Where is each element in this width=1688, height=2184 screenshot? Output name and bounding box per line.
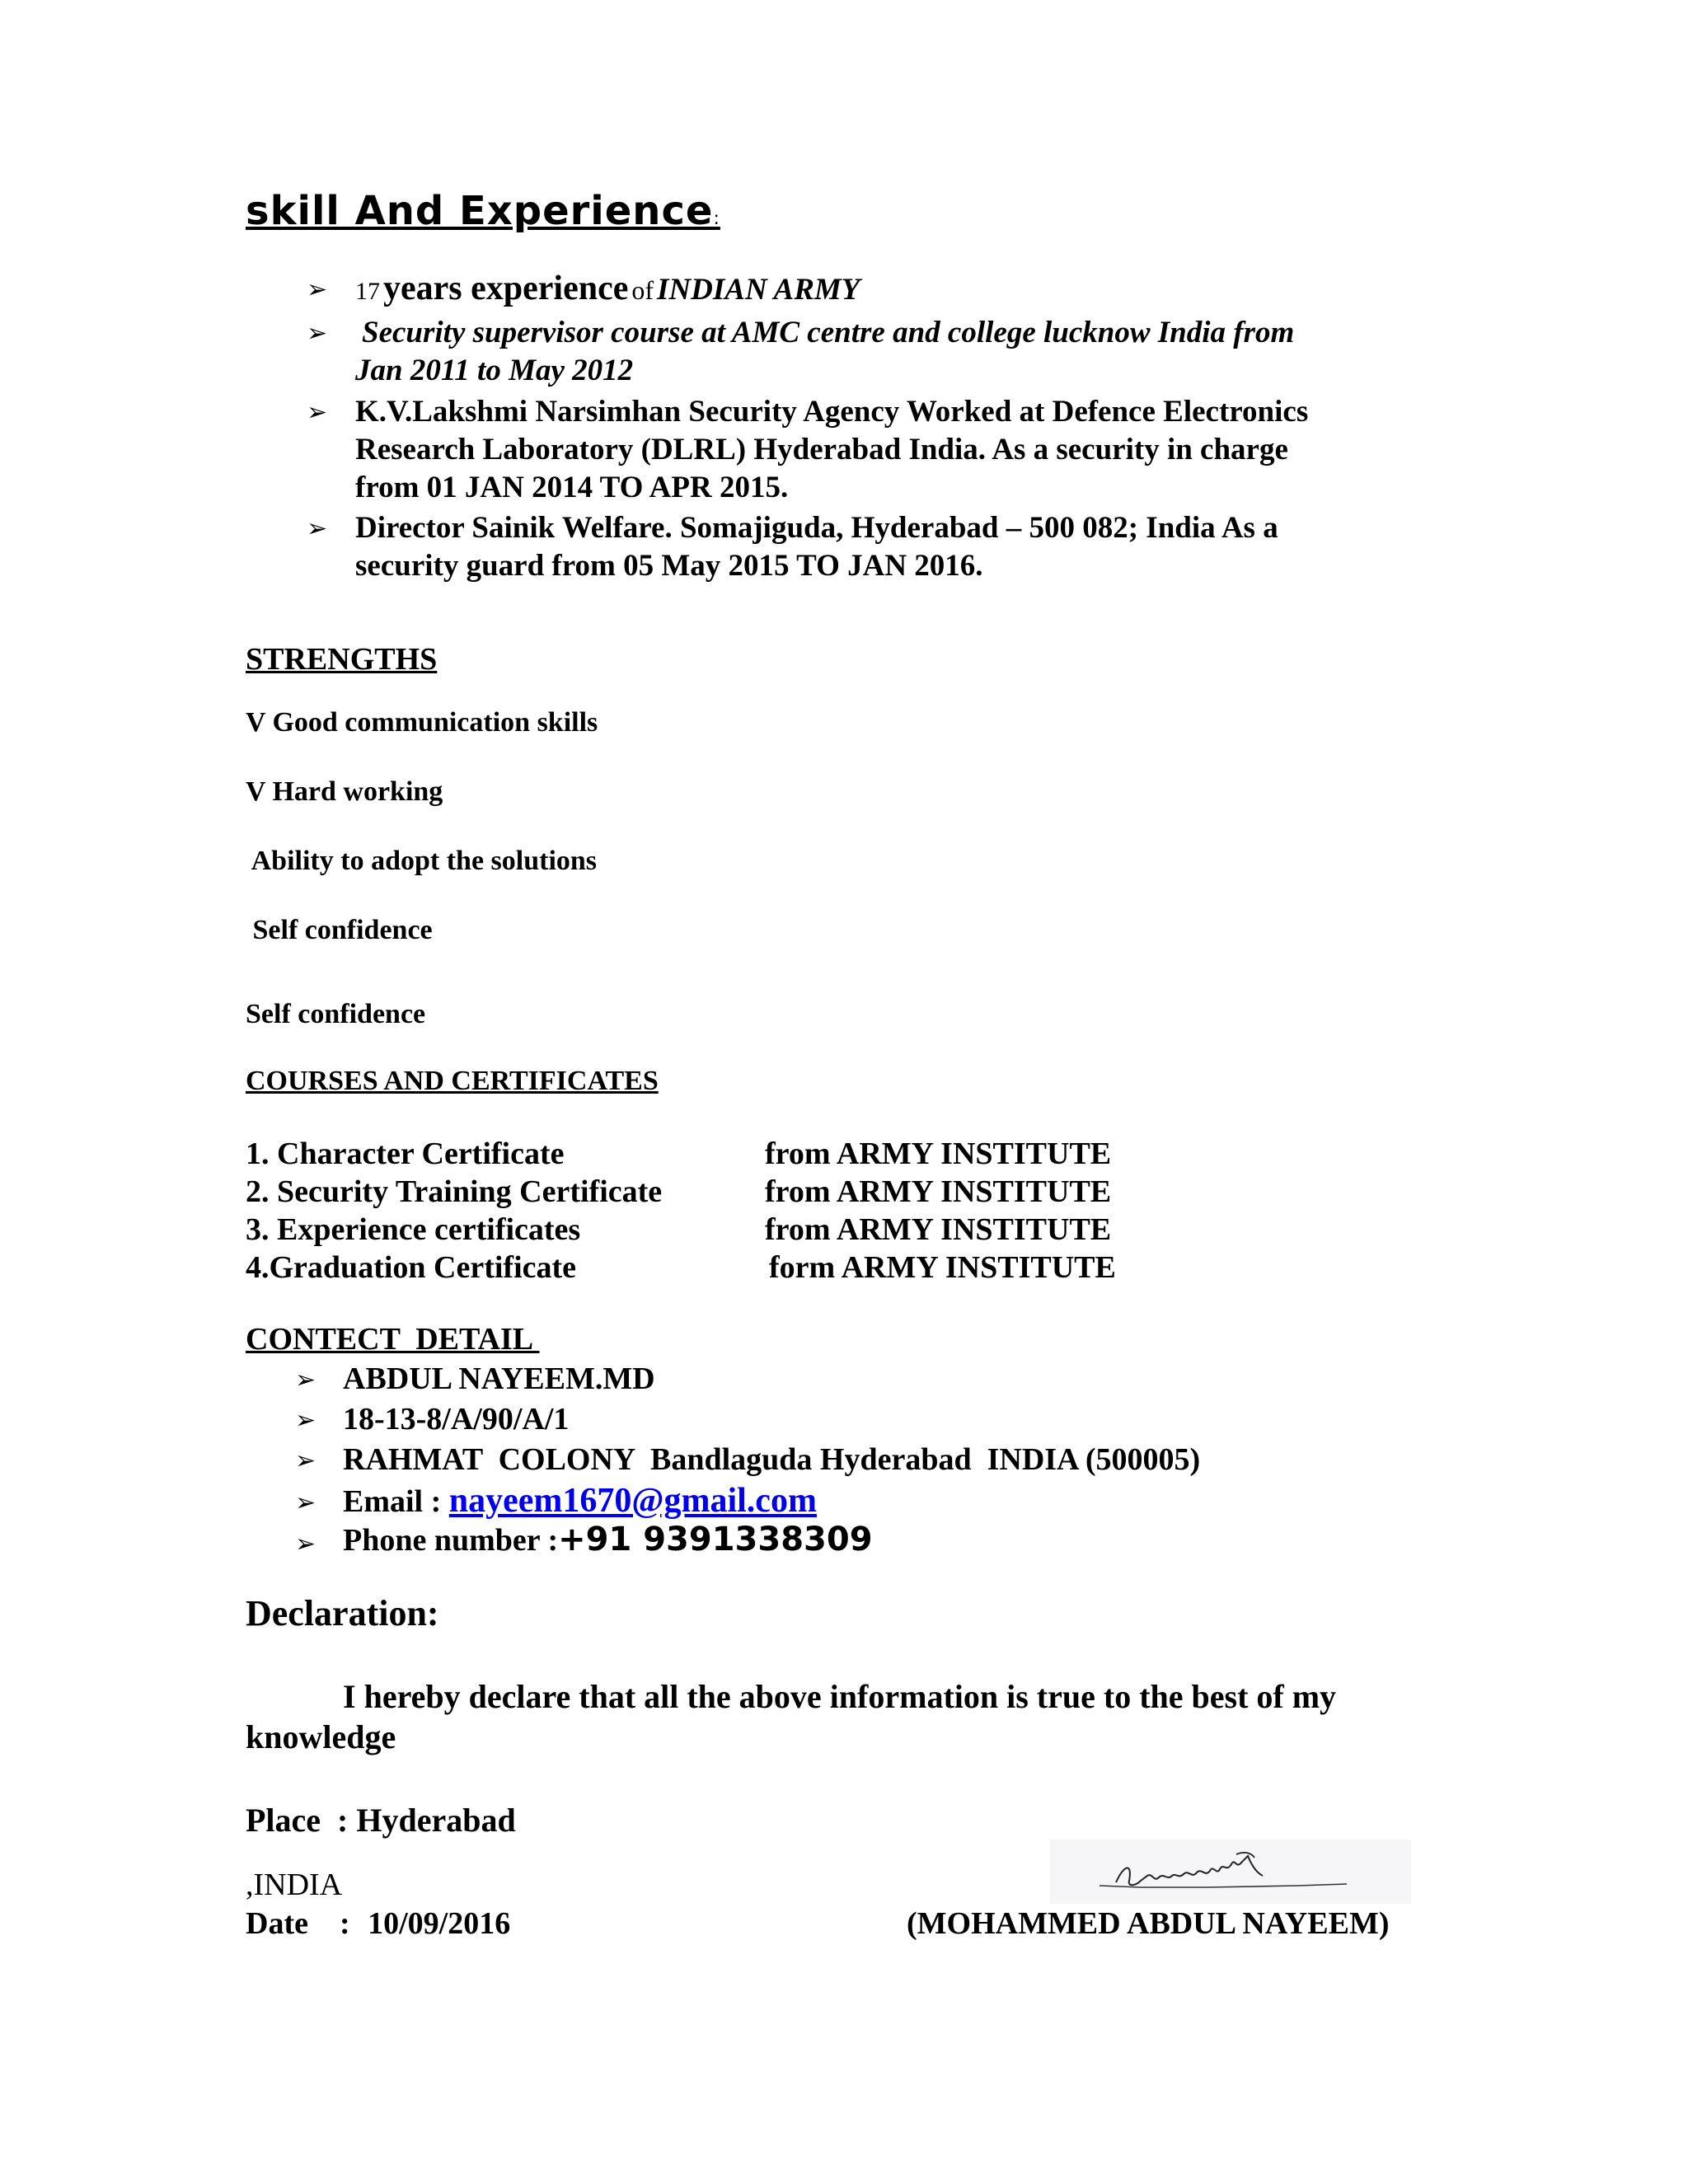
experience-item — [355, 269, 860, 308]
arrowhead-bullet-icon: ➢ — [295, 1366, 316, 1394]
contact-email-row — [343, 1481, 817, 1521]
experience-years: 17 — [355, 278, 380, 305]
certificate-source: from ARMY INSTITUTE — [765, 1212, 1112, 1247]
section-heading-contact: CONTECT DETAIL — [246, 1322, 540, 1357]
contact-house-number: 18-13-8/A/90/A/1 — [343, 1402, 570, 1436]
arrowhead-bullet-icon: ➢ — [307, 275, 328, 304]
declaration-heading: Declaration: — [246, 1593, 439, 1633]
email-link[interactable]: nayeem1670@gmail.com — [448, 1482, 817, 1520]
experience-org: INDIAN ARMY — [657, 273, 860, 307]
strength-item: V Hard working — [246, 776, 443, 807]
contact-address: RAHMAT COLONY Bandlaguda Hyderabad INDIA (500005) — [343, 1442, 1201, 1477]
certificate-name: 3. Experience certificates — [246, 1212, 581, 1247]
arrowhead-bullet-icon: ➢ — [307, 319, 328, 348]
certificate-source: form ARMY INSTITUTE — [769, 1250, 1116, 1285]
section-heading-skills — [246, 188, 720, 234]
arrowhead-bullet-icon: ➢ — [295, 1446, 316, 1475]
signature-image — [1050, 1840, 1411, 1904]
certificate-name: 2. Security Training Certificate — [246, 1174, 663, 1209]
strength-item: V Good communication skills — [246, 707, 598, 738]
experience-item — [355, 509, 1278, 585]
heading-colon: : — [713, 209, 720, 229]
certificate-name: 1. Character Certificate — [246, 1137, 565, 1171]
section-heading-courses: COURSES AND CERTIFICATES — [246, 1066, 659, 1096]
place-country: ,INDIA — [246, 1868, 343, 1902]
signatory-name: (MOHAMMED ABDUL NAYEEM) — [907, 1906, 1390, 1941]
arrowhead-bullet-icon: ➢ — [307, 398, 328, 427]
arrowhead-bullet-icon: ➢ — [295, 1406, 316, 1435]
date-value: 10/09/2016 — [368, 1906, 511, 1941]
place: Place : Hyderabad — [246, 1802, 516, 1839]
phone-label: Phone number : — [343, 1523, 559, 1558]
signature-drawing — [1050, 1840, 1411, 1904]
strength-item: Self confidence — [246, 999, 426, 1029]
declaration-text-line: knowledge — [246, 1718, 396, 1755]
experience-line: Research Laboratory (DLRL) Hyderabad India. As a security in charge — [355, 433, 1288, 466]
date-row — [246, 1905, 510, 1942]
arrowhead-bullet-icon: ➢ — [295, 1488, 316, 1517]
phone-number: +91 9391338309 — [558, 1521, 873, 1558]
contact-name: ABDUL NAYEEM.MD — [343, 1361, 655, 1396]
experience-line: from 01 JAN 2014 TO APR 2015. — [355, 471, 789, 504]
experience-main: years experience — [383, 269, 629, 307]
heading-text: skill And Experience — [246, 188, 714, 234]
experience-line: Security supervisor course at AMC centre and college lucknow India from — [362, 316, 1295, 349]
date-label: Date : — [246, 1906, 350, 1941]
certificate-source: from ARMY INSTITUTE — [765, 1137, 1112, 1171]
arrowhead-bullet-icon: ➢ — [295, 1530, 316, 1558]
experience-item — [355, 393, 1308, 507]
contact-phone-row — [343, 1521, 873, 1558]
experience-item — [355, 314, 1294, 390]
experience-line: security guard from 05 May 2015 TO JAN 2016. — [355, 549, 983, 583]
certificate-source: from ARMY INSTITUTE — [765, 1174, 1112, 1209]
section-heading-strengths: STRENGTHS — [246, 642, 438, 677]
arrowhead-bullet-icon: ➢ — [307, 514, 328, 543]
strength-item: Self confidence — [246, 915, 433, 945]
experience-line: K.V.Lakshmi Narsimhan Security Agency Worked at Defence Electronics — [355, 395, 1309, 429]
email-label: Email : — [343, 1484, 449, 1519]
certificate-name: 4.Graduation Certificate — [246, 1250, 577, 1285]
experience-line: Director Sainik Welfare. Somajiguda, Hyderabad – 500 082; India As a — [355, 511, 1278, 545]
experience-line: Jan 2011 to May 2012 — [355, 354, 634, 387]
strength-item: Ability to adopt the solutions — [246, 846, 598, 876]
experience-of: of — [631, 275, 654, 305]
declaration-text-line: I hereby declare that all the above information is true to the best of my — [343, 1678, 1337, 1715]
